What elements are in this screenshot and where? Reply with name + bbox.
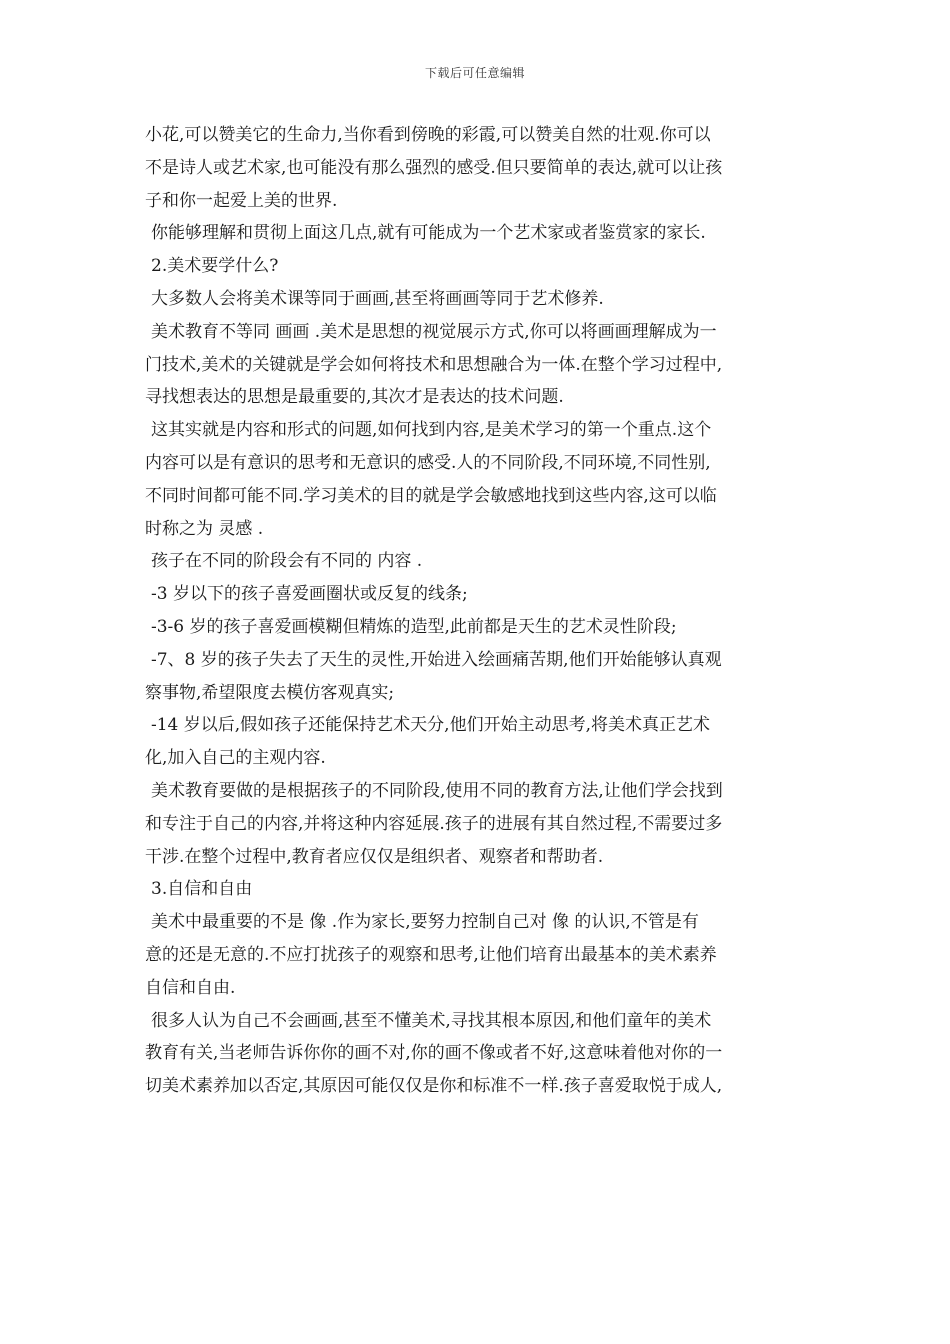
page-header: 下载后可任意编辑: [424, 66, 525, 80]
text-line: 寻找想表达的思想是最重要的,其次才是表达的技术问题.: [145, 387, 564, 408]
paragraph-start: 很多人认为自己不会画画,甚至不懂美术,寻找其根本原因,和他们童年的美术: [151, 1010, 712, 1031]
paragraph-start: 这其实就是内容和形式的问题,如何找到内容,是美术学习的第一个重点.这个: [151, 420, 712, 441]
paragraph-start: 你能够理解和贯彻上面这几点,就有可能成为一个艺术家或者鉴赏家的家长.: [151, 223, 706, 244]
text-line: 和专注于自己的内容,并将这种内容延展.孩子的进展有其自然过程,不需要过多: [145, 813, 723, 834]
text-line: 切美术素养加以否定,其原因可能仅仅是你和标准不一样.孩子喜爱取悦于成人,: [145, 1076, 723, 1097]
section-heading: 3.自信和自由: [151, 879, 253, 900]
document-body: [145, 119, 810, 1103]
text-line: 内容可以是有意识的思考和无意识的感受.人的不同阶段,不同环境,不同性别,: [145, 452, 711, 473]
paragraph-start: 美术中最重要的不是 像 .作为家长,要努力控制自己对 像 的认识,不管是有: [151, 912, 699, 933]
text-line: 子和你一起爱上美的世界.: [145, 190, 338, 211]
text-line: 干涉.在整个过程中,教育者应仅仅是组织者、观察者和帮助者.: [145, 846, 604, 867]
text-line: 察事物,希望限度去模仿客观真实;: [145, 682, 395, 703]
list-item: -3 岁以下的孩子喜爱画圈状或反复的线条;: [151, 584, 468, 605]
text-line: 不同时间都可能不同.学习美术的目的就是学会敏感地找到这些内容,这可以临: [145, 485, 717, 506]
text-line: 教育有关,当老师告诉你你的画不对,你的画不像或者不好,这意味着他对你的一: [145, 1043, 723, 1064]
list-item: -3-6 岁的孩子喜爱画模糊但精炼的造型,此前都是天生的艺术灵性阶段;: [151, 616, 677, 637]
section-heading: 2.美术要学什么?: [151, 256, 279, 277]
text-line: 门技术,美术的关键就是学会如何将技术和思想融合为一体.在整个学习过程中,: [145, 354, 723, 375]
text-line: 时称之为 灵感 .: [145, 518, 264, 539]
paragraph-start: 美术教育不等同 画画 .美术是思想的视觉展示方式,你可以将画画理解成为一: [151, 321, 717, 342]
text-line: 自信和自由.: [145, 977, 236, 998]
text-line: 意的还是无意的.不应打扰孩子的观察和思考,让他们培育出最基本的美术素养: [145, 944, 717, 965]
text-line: 不是诗人或艺术家,也可能没有那么强烈的感受.但只要简单的表达,就可以让孩: [145, 157, 723, 178]
paragraph-start: 美术教育要做的是根据孩子的不同阶段,使用不同的教育方法,让他们学会找到: [151, 780, 723, 801]
list-item: -7、8 岁的孩子失去了天生的灵性,开始进入绘画痛苦期,他们开始能够认真观: [151, 649, 722, 670]
text-line: 小花,可以赞美它的生命力,当你看到傍晚的彩霞,可以赞美自然的壮观.你可以: [145, 125, 711, 145]
list-item: -14 岁以后,假如孩子还能保持艺术天分,他们开始主动思考,将美术真正艺术: [151, 715, 710, 736]
text-line: 化,加入自己的主观内容.: [145, 748, 326, 769]
paragraph-start: 大多数人会将美术课等同于画画,甚至将画画等同于艺术修养.: [151, 288, 604, 309]
paragraph-start: 孩子在不同的阶段会有不同的 内容 .: [151, 551, 423, 572]
